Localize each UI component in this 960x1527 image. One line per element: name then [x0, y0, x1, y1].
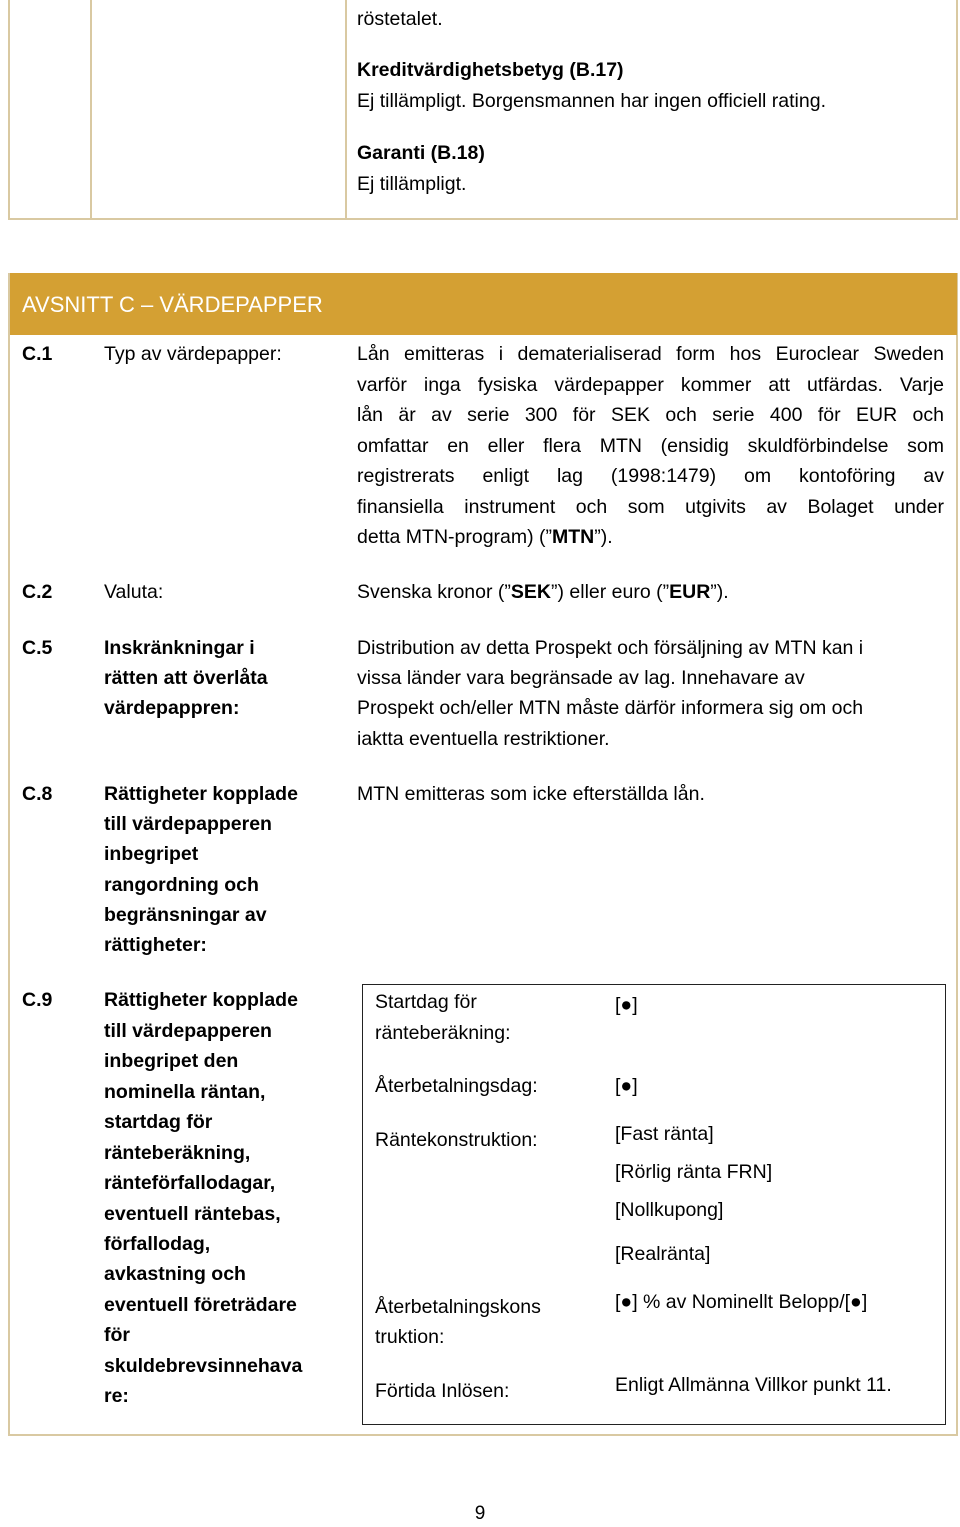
row-label-line: skuldebrevsinnehava — [104, 1355, 303, 1377]
row-label-line: Rättigheter kopplade — [104, 783, 298, 805]
intro-text: röstetalet. — [357, 8, 443, 30]
credit-rating-text: Ej tillämpligt. Borgensmannen har ingen officiell rating. — [357, 90, 826, 112]
text-fragment: detta MTN-program) (” — [357, 526, 553, 548]
row-label-line: till värdepapperen — [104, 1020, 272, 1042]
text-fragment: ”). — [594, 526, 613, 548]
row-label-line: ränteberäkning, — [104, 1142, 251, 1164]
page-number: 9 — [474, 1503, 486, 1524]
text-fragment: Svenska kronor (” — [357, 581, 511, 603]
row-label-line: till värdepapperen — [104, 813, 272, 835]
credit-rating-heading: Kreditvärdighetsbetyg (B.17) — [357, 59, 624, 81]
repayment-construction-label: truktion: — [375, 1326, 445, 1348]
row-label: Typ av värdepapper: — [104, 343, 282, 365]
row-label-line: för — [104, 1324, 130, 1346]
row-label-line: Inskränkningar i — [104, 637, 255, 659]
row-label-line: rättigheter: — [104, 934, 207, 956]
row-label-line: eventuell företrädare — [104, 1294, 297, 1316]
row-label-line: förfallodag, — [104, 1233, 211, 1255]
text-line: lån är av serie 300 för SEK och serie 400 för EUR och — [357, 404, 944, 426]
repayment-construction-label: Återbetalningskons — [375, 1296, 541, 1318]
section-title: AVSNITT C – VÄRDEPAPPER — [22, 292, 323, 317]
text-line: Lån emitteras i dematerialiserad form hos Euroclear Sweden — [357, 343, 944, 365]
row-label-line: avkastning och — [104, 1263, 246, 1285]
row-text-line: Distribution av detta Prospekt och försäljning av MTN kan i — [357, 637, 864, 659]
row-number: C.1 — [22, 343, 53, 365]
row-label-line: nominella räntan, — [104, 1081, 266, 1103]
text-line: finansiella instrument och som utgivits av Bolaget under — [357, 495, 944, 518]
text-line: registrerats enligt lag (1998:1479) om kontoföring av — [357, 465, 944, 487]
interest-construction-label: Räntekonstruktion: — [375, 1129, 538, 1151]
defined-term: SEK — [510, 581, 551, 603]
row-label-line: inbegripet — [104, 843, 199, 865]
interest-option: [Rörlig ränta FRN] — [615, 1161, 773, 1183]
row-number: C.5 — [22, 637, 53, 659]
row-label-line: ränteförfallodagar, — [104, 1172, 276, 1194]
row-label-line: värdepappren: — [104, 697, 240, 719]
interest-option: [Realränta] — [615, 1243, 711, 1265]
row-label-line: rätten att överlåta — [104, 667, 268, 689]
early-redemption-label: Förtida Inlösen: — [375, 1380, 510, 1402]
row-label-line: re: — [104, 1385, 129, 1407]
text-line: omfattar en eller flera MTN (ensidig skuldförbindelse som — [357, 434, 944, 457]
row-label-line: inbegripet den — [104, 1050, 239, 1072]
text-fragment: ”) eller euro (” — [551, 581, 670, 603]
row-label-line: begränsningar av — [104, 904, 267, 926]
guarantee-text: Ej tillämpligt. — [357, 173, 467, 195]
early-redemption-value: Enligt Allmänna Villkor punkt 11. — [615, 1374, 892, 1396]
start-date-value: [●] — [615, 994, 638, 1016]
row-text-line: iaktta eventuella restriktioner. — [357, 728, 610, 750]
repayment-construction-value: [●] % av Nominellt Belopp/[●] — [615, 1291, 868, 1313]
interest-option: [Fast ränta] — [615, 1123, 714, 1145]
row-label-line: eventuell räntebas, — [104, 1203, 281, 1225]
row-text-line: vissa länder vara begränsade av lag. Innehavare av — [357, 667, 805, 689]
row-number: C.2 — [22, 581, 53, 603]
repayment-date-label: Återbetalningsdag: — [375, 1075, 538, 1097]
row-text: MTN emitteras som icke efterställda lån. — [357, 783, 705, 805]
start-date-label: Startdag för — [375, 991, 477, 1013]
guarantee-heading: Garanti (B.18) — [357, 142, 485, 164]
text-line: varför inga fysiska värdepapper kommer att utfärdas. Varje — [357, 373, 944, 396]
start-date-label: ränteberäkning: — [375, 1022, 511, 1044]
row-number: C.9 — [22, 989, 53, 1011]
row-text — [357, 577, 729, 608]
repayment-date-value: [●] — [615, 1075, 638, 1097]
defined-term: EUR — [669, 581, 711, 603]
row-number: C.8 — [22, 783, 53, 805]
row-label: Valuta: — [104, 581, 164, 603]
text-line-last — [357, 522, 944, 553]
row-text-line: Prospekt och/eller MTN måste därför informera sig om och — [357, 697, 864, 719]
row-text — [357, 339, 944, 553]
row-label-line: Rättigheter kopplade — [104, 989, 298, 1011]
row-label-line: startdag för — [104, 1111, 213, 1133]
interest-option: [Nollkupong] — [615, 1199, 724, 1221]
row-label-line: rangordning och — [104, 874, 259, 896]
text-fragment: ”). — [710, 581, 729, 603]
defined-term: MTN — [552, 526, 595, 548]
